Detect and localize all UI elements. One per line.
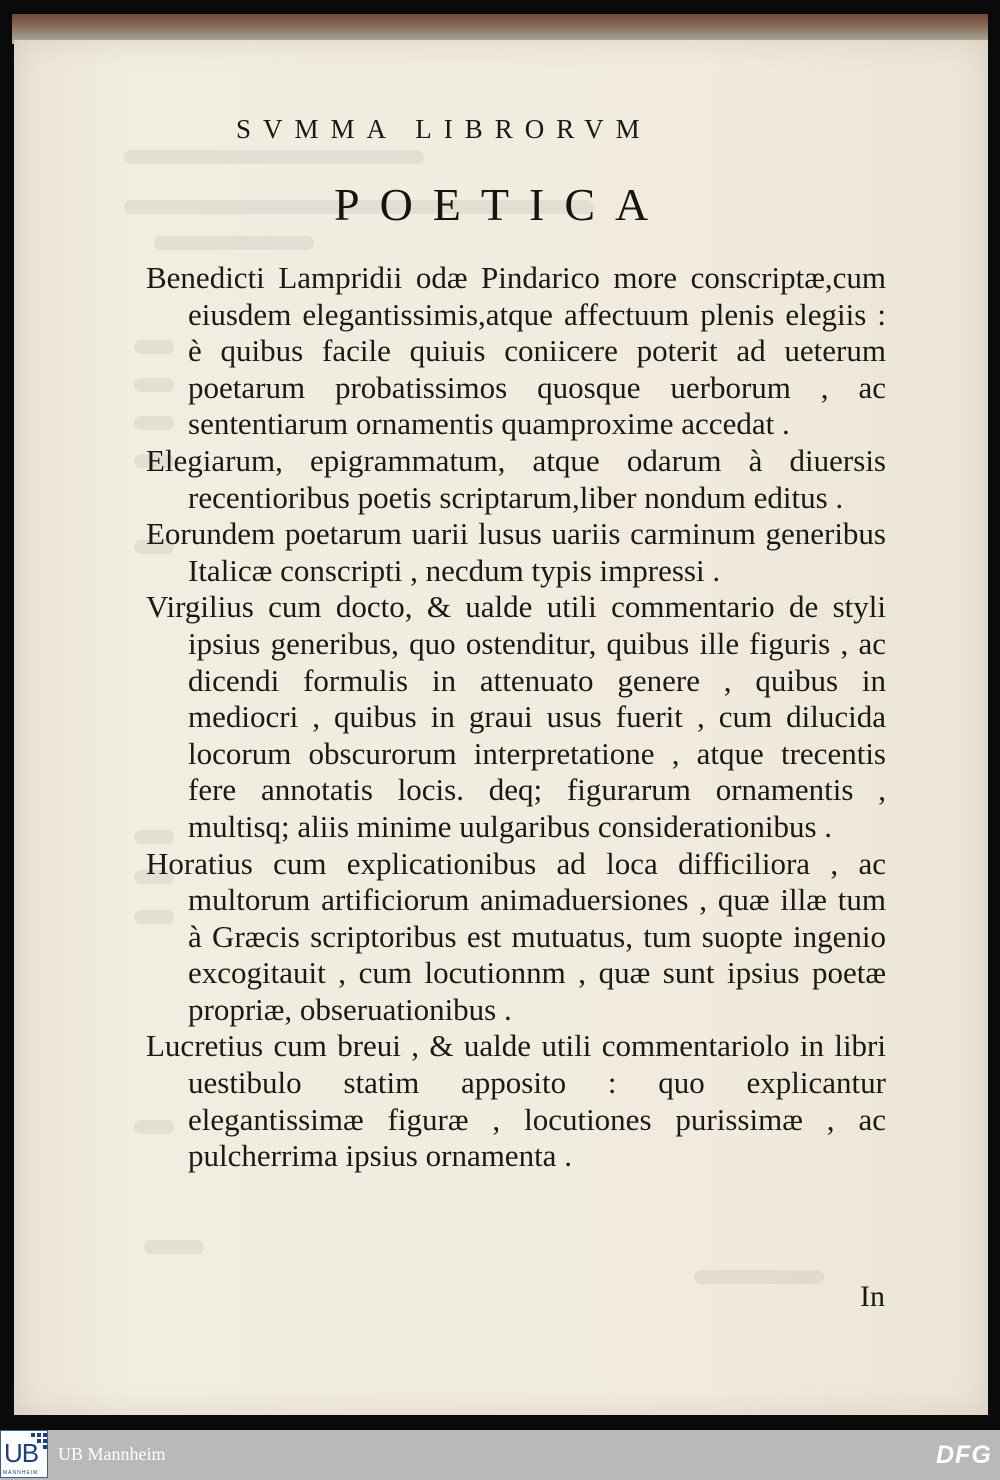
entry-lucretius: Lucretius cum breui , & ualde utili commentariolo in libri uestibulo statim apposito : quo explicantur elegantissimæ figuræ , locutiones purissimæ , ac pulcherrima ipsius ornamenta . (146, 1028, 886, 1174)
entry-horatius: Horatius cum explicationibus ad loca difficiliora , ac multorum artificiorum animaduersiones , quæ illæ tum à Græcis scriptoribus est mutuatus, tum suopte ingenio excogitauit , cum locutionnm , quæ sunt ipsius poetæ propriæ, obseruationibus . (146, 845, 886, 1027)
entry-lampridius: Benedicti Lampridii odæ Pindarico more conscriptæ,cum eiusdem elegantissimis,atque affectuum plenis elegiis : è quibus facile quiuis coniicere poterit ad ueterum poetarum probatissimos quosque uerborum , ac sententiarum ornamentis quamproxime accedat . (146, 260, 886, 442)
running-head: SVMMA LIBRORVM (236, 114, 652, 144)
logo-letters: UB (4, 1438, 39, 1468)
dfg-logo[interactable]: DFG (936, 1441, 992, 1469)
logo-subtext: MANNHEIM (3, 1470, 39, 1476)
entry-list (146, 260, 886, 1175)
book-page (14, 40, 988, 1415)
entry-eorundem: Eorundem poetarum uarii lusus uariis carminum generibus Italicæ conscripti , necdum typis impressi . (146, 516, 886, 588)
viewer-footer (0, 1430, 1000, 1480)
entry-elegiarum: Elegiarum, epigrammatum, atque odarum à diuersis recentioribus poetis scriptarum,liber nondum editus . (146, 442, 886, 515)
ub-mannheim-logo[interactable] (0, 1430, 48, 1478)
institution-name[interactable]: UB Mannheim (58, 1444, 166, 1464)
entry-virgilius: Virgilius cum docto, & ualde utili commentario de styli ipsius generibus, quo ostenditur, quibus ille figuris , ac dicendi formulis in attenuato genere , quibus in mediocri , quibus in graui usus fuerit , cum dilucida locorum obscurorum interpretatione , atque trecentis fere annotatis locis. deq; figurarum ornamentis , multisq; aliis minime uulgaribus considerationibus . (146, 589, 886, 844)
catchword: In (860, 1280, 885, 1313)
section-title: POETICA (334, 179, 669, 230)
